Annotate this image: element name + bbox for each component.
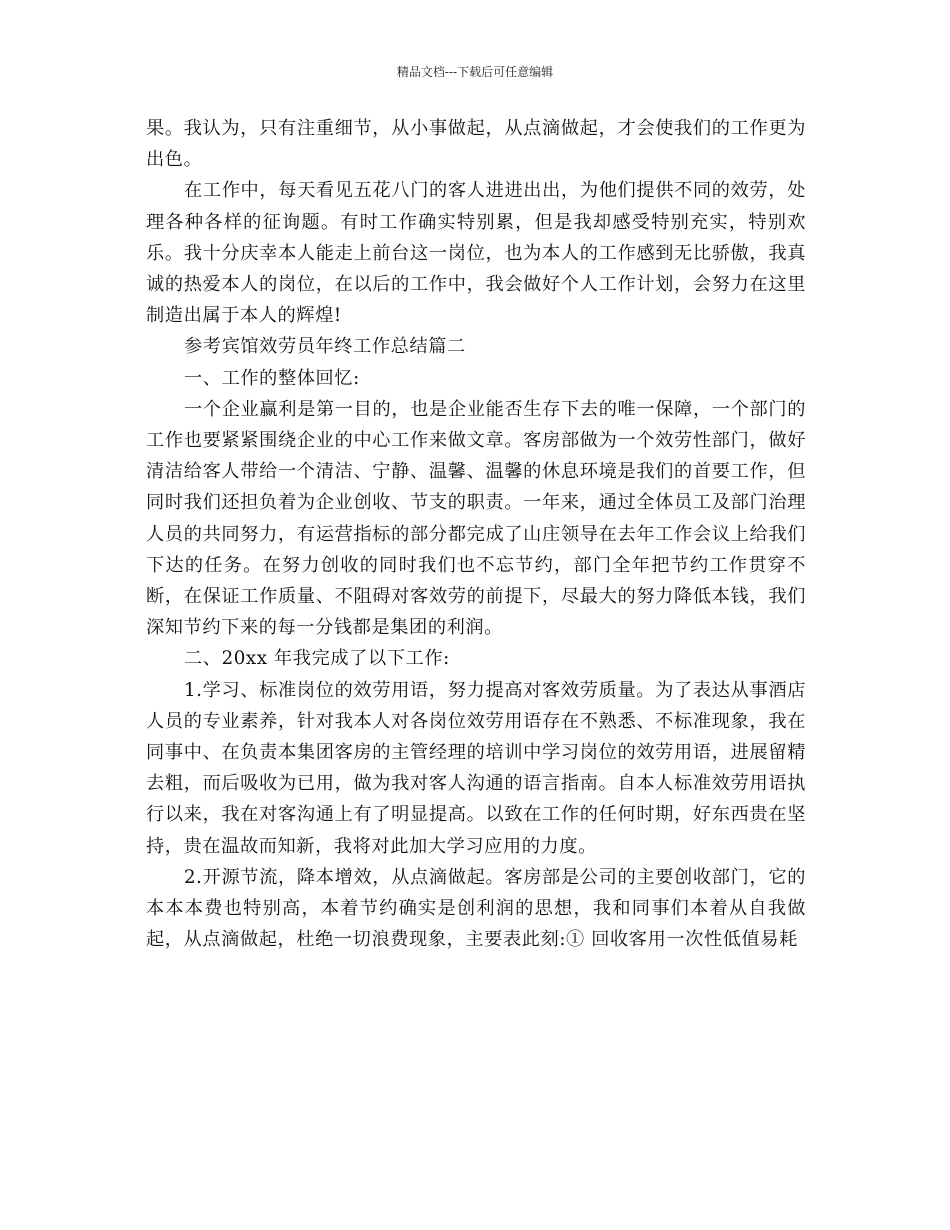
paragraph-2: 在工作中，每天看见五花八门的客人进进出出，为他们提供不同的效劳，处理各种各样的征询题。有时工作确实特别累，但是我却感受特别充实，特别欢乐。我十分庆幸本人能走上前台这一岗位，也为本人的工作感到无比骄傲，我真诚的热爱本人的岗位，在以后的工作中，我会做好个人工作计划，会努力在这里制造出属于本人的辉煌! — [146, 180, 806, 327]
subheading-completed-work: 二、20xx 年我完成了以下工作: — [184, 648, 450, 670]
paragraph-item-2: 2.开源节流，降本增效，从点滴做起。客房部是公司的主要创收部门，它的本本本费也特别高，本着节约确实是创利润的思想，我和同事们本着从自我做起，从点滴做起，杜绝一切浪费现象，主要表此刻:① 回收客用一次性低值易耗 — [146, 866, 806, 951]
paragraph-item-1: 1.学习、标准岗位的效劳用语，努力提高对客效劳质量。为了表达从事酒店人员的专业素养，针对我本人对各岗位效劳用语存在不熟悉、不标准现象，我在同事中、在负责本集团客房的主管经理的培训中学习岗位的效劳用语，进展留精去粗，而后吸收为已用，做为我对客人沟通的语言指南。自本人标准效劳用语执行以来，我在对客沟通上有了明显提高。以致在工作的任何时期，好东西贵在坚持，贵在温故而知新，我将对此加大学习应用的力度。 — [146, 679, 806, 857]
page-header: 精品文档---下载后可任意编辑 — [396, 65, 554, 79]
subheading-overview: 一、工作的整体回忆: — [184, 367, 360, 389]
document-body — [146, 113, 806, 955]
paragraph-overview: 一个企业赢利是第一目的，也是企业能否生存下去的唯一保障，一个部门的工作也要紧紧围绕企业的中心工作来做文章。客房部做为一个效劳性部门，做好清洁给客人带给一个清洁、宁静、温馨、温馨的休息环境是我们的首要工作，但同时我们还担负着为企业创收、节支的职责。一年来，通过全体员工及部门治理人员的共同努力，有运营指标的部分都完成了山庄领导在去年工作会议上给我们下达的任务。在努力创收的同时我们也不忘节约，部门全年把节约工作贯穿不断，在保证工作质量、不阻碍对客效劳的前提下，尽最大的努力降低本钱，我们深知节约下来的每一分钱都是集团的利润。 — [146, 398, 806, 639]
section-title: 参考宾馆效劳员年终工作总结篇二 — [184, 336, 466, 358]
paragraph-1: 果。我认为，只有注重细节，从小事做起，从点滴做起，才会使我们的工作更为出色。 — [146, 118, 806, 171]
